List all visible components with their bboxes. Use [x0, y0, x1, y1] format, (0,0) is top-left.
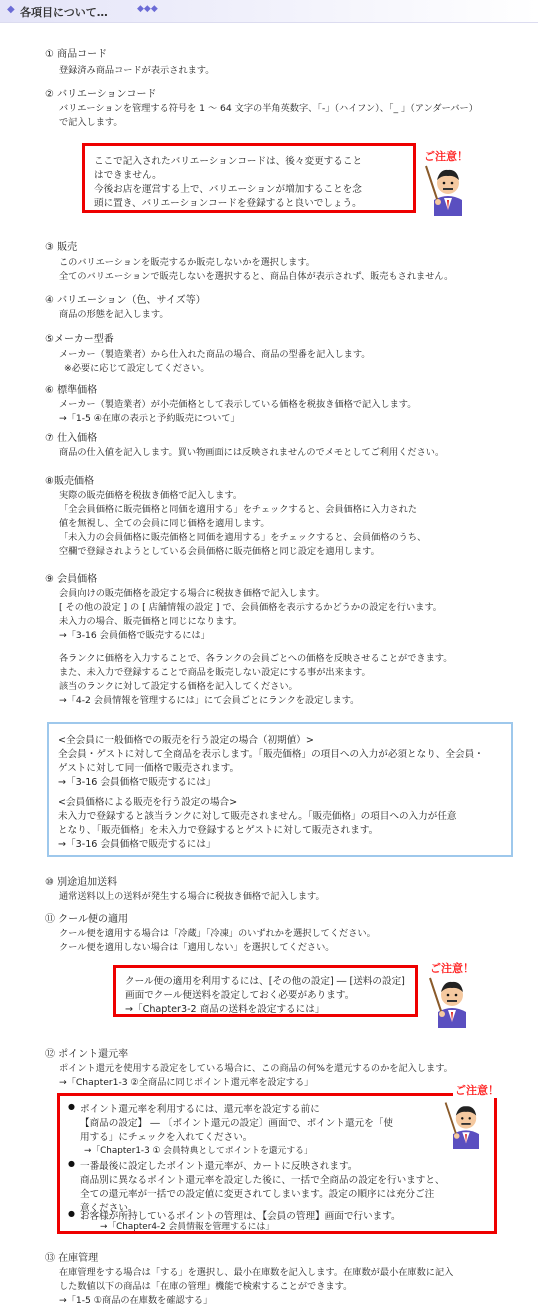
section-text: 実際の販売価格を税抜き価格で記入します。 — [59, 490, 243, 501]
header-title: 各項目について… — [20, 6, 108, 19]
caution-box — [82, 143, 416, 213]
section-title: ④ バリエーション（色、サイズ等） — [45, 295, 206, 306]
section-text: 空欄で登録されようとしている会員価格に販売価格と同じ設定を適用します。 — [59, 546, 380, 557]
section-title: ⑫ ポイント還元率 — [45, 1049, 129, 1060]
diamond-icon: ◆ — [7, 4, 15, 15]
section-link[interactable]: →「4-2 会員情報を管理するには」にて会員ごとにランクを設定します。 — [59, 695, 360, 706]
section-title: ⑥ 標準価格 — [45, 385, 98, 396]
section-text: 通常送料以上の送料が発生する場合に税抜き価格で記入します。 — [59, 891, 325, 902]
header-underline — [0, 22, 538, 23]
caution-text: 用する」にチェックを入れてください。 — [80, 1132, 253, 1143]
caution-text: 頭に置き、バリエーションコードを登録すると良いでしょう。 — [94, 198, 362, 209]
section-text: 各ランクに価格を入力することで、各ランクの会員ごとへの価格を反映させることができます。 — [59, 653, 453, 664]
section-title: ⑬ 在庫管理 — [45, 1253, 99, 1264]
section-link[interactable]: →「1-5 ④在庫の表示と予約販売について」 — [59, 413, 240, 424]
section-text: クール便を適用する場合は「冷蔵」「冷凍」のいずれかを選択してください。 — [59, 928, 376, 939]
info-heading: <会員価格による販売を行う設定の場合> — [58, 797, 238, 808]
caution-text: 意ください。 — [80, 1203, 138, 1214]
section-title: ⑪ クール便の適用 — [45, 914, 128, 925]
caution-link[interactable]: →「Chapter3-2 商品の送料を設定するには」 — [125, 1004, 325, 1015]
caution-label: ご注意！ — [424, 150, 468, 163]
section-text: バリエーションを管理する符号を 1 ～ 64 文字の半角英数字、「-」（ハイフン）、「_ 」（アンダーバー） — [59, 103, 478, 114]
section-text: このバリエーションを販売するか販売しないかを選択します。 — [59, 257, 315, 268]
section-text: 該当のランクに対して設定する価格を記入してください。 — [59, 681, 298, 692]
caution-link[interactable]: →「Chapter1-3 ① 会員特典としてポイントを還元する」 — [84, 1146, 313, 1156]
section-text: クール便を適用しない場合は「適用しない」を選択してください。 — [59, 942, 335, 953]
section-title: ⑩ 別途追加送料 — [45, 877, 118, 888]
caution-text: 商品別に異なるポイント還元率を設定した後に、一括で全商品の設定を行いますと、 — [80, 1175, 445, 1186]
section-text: 全てのバリエーションで販売しないを選択すると、商品自体が表示されず、販売もされません。 — [59, 271, 454, 282]
caution-link[interactable]: →「Chapter4-2 会員情報を管理するには」 — [100, 1222, 275, 1232]
section-title: ① 商品コード — [45, 49, 108, 60]
section-title: ⑧販売価格 — [45, 476, 94, 487]
section-text: 在庫管理をする場合は「する」を選択し、最小在庫数を記入します。在庫数が最小在庫数に記入 — [59, 1267, 454, 1278]
caution-text: 一番最後に設定したポイント還元率が、カートに反映されます。 — [80, 1161, 358, 1172]
caution-text: クール便の適用を利用するには、[その他の設定] ― [送料の設定] — [125, 976, 405, 987]
section-text: で記入します。 — [59, 117, 123, 128]
bullet-icon: ● — [68, 1209, 75, 1218]
caution-text: お客様が所持しているポイントの管理は、【会員の管理】画面で行います。 — [80, 1211, 401, 1222]
info-link[interactable]: →「3-16 会員価格で販売するには」 — [58, 777, 216, 788]
section-text: 商品の形態を記入します。 — [59, 309, 169, 320]
section-title: ⑨ 会員価格 — [45, 574, 98, 585]
section-text: メーカー（製造業者）が小売価格として表示している価格を税抜き価格で記入します。 — [59, 399, 417, 410]
section-text: 登録済み商品コードが表示されます。 — [59, 65, 215, 76]
section-text: [ その他の設定 ] の [ 店舗情報の設定 ] で、会員価格を表示するかどうかの設定を行います。 — [59, 602, 442, 613]
caution-text: ポイント還元率を利用するには、還元率を設定する前に — [80, 1104, 320, 1115]
diamonds-icon: ◆◆◆ — [137, 4, 158, 14]
section-link[interactable]: →「1-5 ①商品の在庫数を確認する」 — [59, 1295, 213, 1306]
caution-text: はできません。 — [94, 170, 162, 181]
bullet-icon: ● — [68, 1102, 75, 1111]
section-text: 商品の仕入値を記入します。買い物画面には反映されませんのでメモとしてご利用ください。 — [59, 447, 445, 458]
caution-text: ここで記入されたバリエーションコードは、後々変更すること — [94, 156, 363, 167]
teacher-illustration — [420, 160, 476, 219]
section-title: ⑤メーカー型番 — [45, 334, 114, 345]
info-heading: <全会員に一般価格での販売を行う設定の場合（初期値）> — [58, 735, 314, 746]
section-text: 値を無視し、全ての会員に同じ価格を適用します。 — [59, 518, 270, 529]
info-text: 全会員・ゲストに対して全商品を表示します。「販売価格」の項目への入力が必須となり、全会員・ — [58, 749, 484, 760]
caution-box — [113, 965, 418, 1017]
info-text: ゲストに対して同一価格で販売されます。 — [58, 763, 240, 774]
caution-box — [57, 1093, 497, 1234]
section-text: 「未入力の会員価格に販売価格と同価を適用する」をチェックすると、会員価格のうち、 — [59, 532, 427, 543]
caution-label: ご注意！ — [455, 1084, 499, 1097]
section-text: メーカー（製造業者）から仕入れた商品の場合、商品の型番を記入します。 — [59, 349, 371, 360]
section-header — [0, 0, 538, 22]
section-link[interactable]: →「3-16 会員価格で販売するには」 — [59, 630, 210, 641]
caution-text: 今後お店を運営する上で、バリエーションが増加することを念 — [94, 184, 362, 195]
caution-text: 画面でクール便送料を設定しておく必要があります。 — [125, 990, 355, 1001]
section-text: ※必要に応じて設定してください。 — [64, 363, 210, 374]
section-title: ③ 販売 — [45, 242, 78, 253]
section-text: また、未入力で登録することで商品を販売しない設定にする事が出来ます。 — [59, 667, 371, 678]
info-box — [47, 722, 513, 857]
section-text: 未入力の場合、販売価格と同じになります。 — [59, 616, 243, 627]
info-text: 未入力で登録すると該当ランクに対して販売されません。「販売価格」の項目への入力が任意 — [58, 811, 457, 822]
section-text: ポイント還元を使用する設定をしている場合に、この商品の何%を還元するのかを記入します。 — [59, 1063, 453, 1074]
section-text: 会員向けの販売価格を設定する場合に税抜き価格で記入します。 — [59, 588, 325, 599]
section-text: した数値以下の商品は「在庫の管理」機能で検索することができます。 — [59, 1281, 353, 1292]
section-title: ⑦ 仕入価格 — [45, 433, 98, 444]
caution-label: ご注意！ — [430, 962, 474, 975]
section-text: 「全会員価格に販売価格と同価を適用する」をチェックすると、会員価格に入力された — [59, 504, 418, 515]
caution-text: 全ての還元率が一括での設定値に変更されてしまいます。設定の順序には充分ご注 — [80, 1189, 435, 1200]
caution-text: 【商品の設定】 ― 〔ポイント還元の設定〕画面で、ポイント還元を「使 — [80, 1118, 393, 1129]
teacher-illustration — [424, 972, 480, 1031]
bullet-icon: ● — [68, 1159, 75, 1168]
section-link[interactable]: →「Chapter1-3 ②全商品に同じポイント還元率を設定する」 — [59, 1077, 314, 1088]
section-title: ② バリエーションコード — [45, 89, 157, 100]
teacher-illustration — [440, 1097, 492, 1152]
info-text: となり、「販売価格」を未入力で登録するとゲストに対して販売されます。 — [58, 825, 379, 836]
info-link[interactable]: →「3-16 会員価格で販売するには」 — [58, 839, 216, 850]
